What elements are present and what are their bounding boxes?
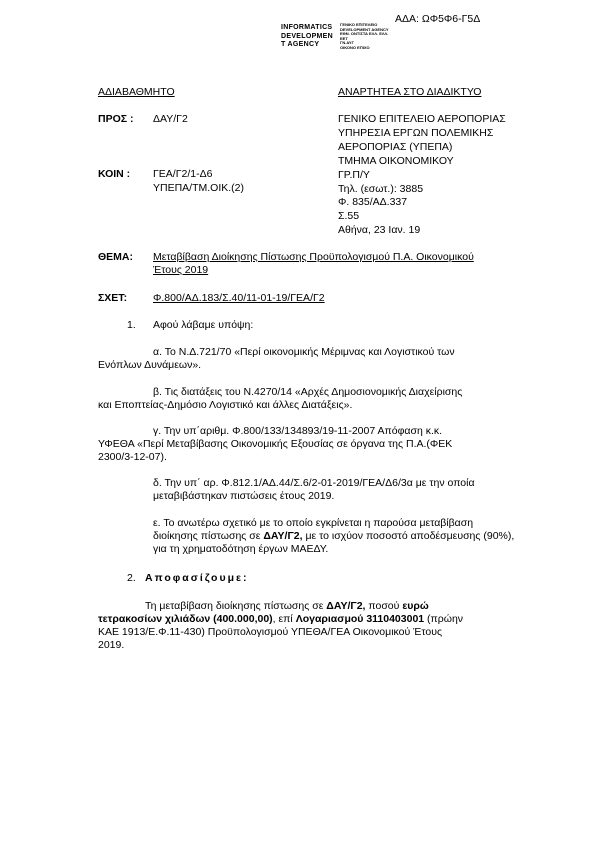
decision-text: (πρώην — [424, 613, 464, 625]
item-a-line-1: α. Το Ν.Δ.721/70 «Περί οικονομικής Μέριμνας και Λογιστικού των — [153, 346, 455, 358]
decision-line-2 — [98, 613, 463, 625]
cc-value-1: ΓΕΑ/Γ2/1-Δ6 — [153, 168, 213, 180]
sender-line: ΤΜΗΜΑ ΟΙΚΟΝΟΜΙΚΟΥ — [338, 154, 454, 167]
decision-unit: ΔΑΥ/Γ2, — [326, 600, 366, 612]
logo-line-1: INFORMATICS — [281, 24, 333, 31]
agency-logo — [281, 24, 333, 50]
section-1-heading: Αφού λάβαμε υπόψη: — [153, 319, 254, 331]
logo-line-2: DEVELOPMEN — [281, 32, 334, 40]
sender-line: Φ. 835/ΑΔ.337 — [338, 196, 408, 209]
cc-value-2: ΥΠΕΠΑ/ΤΜ.ΟΙΚ.(2) — [153, 182, 245, 194]
item-c-line-1: γ. Την υπ΄αριθμ. Φ.800/133/134893/19-11-2007 Απόφαση κ.κ. — [153, 425, 443, 437]
logo-line-3: T AGENCY — [281, 41, 320, 48]
logo-small-line: ΕΘΝ. ΟΝΤΙΣΤΑ ΕΛΛ. ΕΛΛ. — [340, 31, 389, 37]
item-e-line-2 — [153, 530, 514, 542]
sender-line: Αθήνα, 23 Ιαν. 19 — [338, 224, 421, 237]
item-e-line-1: ε. Το ανωτέρω σχετικό με το οποίο εγκρίνεται η παρούσα μεταβίβαση — [153, 517, 474, 529]
sender-line: ΥΠΗΡΕΣΙΑ ΕΡΓΩΝ ΠΟΛΕΜΙΚΗΣ — [338, 126, 494, 139]
logo-small-line: ΕΕΤ — [340, 35, 348, 41]
subject-line-2: Έτους 2019 — [153, 264, 209, 276]
sender-line: ΓΕΝΙΚΟ ΕΠΙΤΕΛΕΙΟ ΑΕΡΟΠΟΡΙΑΣ — [338, 113, 506, 125]
logo-small-text — [340, 23, 389, 51]
reference-label: ΣΧΕΤ: — [98, 292, 128, 304]
sender-line: ΓΡ.Π/Υ — [338, 168, 370, 181]
item-d-line-1: δ. Την υπ΄ αρ. Φ.812.1/ΑΔ.44/Σ.6/2-01-2019/ΓΕΑ/Δ6/3α με την οποία — [153, 477, 475, 489]
decision-currency: ευρώ — [402, 600, 429, 612]
logo-small-line: ΟΙΚΟΝΟ ΕΠΙΧΟ — [340, 44, 370, 50]
subject-line-1: Μεταβίβαση Διοίκησης Πίστωσης Προϋπολογισμού Π.Α. Οικονομικού — [153, 251, 474, 263]
decision-amount: τετρακοσίων χιλιάδων (400.000,00) — [98, 613, 273, 625]
section-2-number: 2. — [127, 572, 136, 584]
item-d-line-2: μεταβιβάστηκαν πιστώσεις έτους 2019. — [153, 490, 335, 502]
subject-label: ΘΕΜΑ: — [98, 251, 133, 263]
item-c-line-2: ΥΦΕΘΑ «Περί Μεταβίβασης Οικονομικής Εξουσίας σε όργανα της Π.Α.(ΦΕΚ — [98, 438, 453, 450]
decision-line-1 — [145, 600, 429, 612]
to-value: ΔΑΥ/Γ2 — [153, 113, 188, 125]
ada-code: ΑΔΑ: ΩΦ5Φ6-Γ5Δ — [395, 13, 481, 25]
item-b-line-2: και Εποπτείας-Δημόσιο Λογιστικό και άλλες Διατάξεις». — [98, 399, 353, 411]
decision-text: Τη μεταβίβαση διοίκησης πίστωσης σε — [145, 600, 327, 612]
logo-small-line: ΓΝ.ΑΥΓ — [340, 40, 355, 46]
decision-text: ποσού — [365, 600, 403, 612]
decision-text: , επί — [272, 613, 296, 625]
item-e-text: με το ισχύον ποσοστό αποδέσμευσης (90%), — [302, 530, 515, 542]
sender-block — [338, 113, 506, 238]
posting-note: ΑΝΑΡΤΗΤΕΑ ΣΤΟ ΔΙΑΔΙΚΤΥΟ — [338, 86, 482, 98]
sender-line: Σ.55 — [338, 210, 360, 223]
item-c-line-3: 2300/3-12-07). — [98, 451, 167, 463]
item-a-line-2: Ενόπλων Δυνάμεων». — [98, 359, 202, 371]
to-label: ΠΡΟΣ : — [98, 113, 134, 125]
classification: ΑΔΙΑΒΑΘΜΗΤΟ — [98, 86, 175, 98]
sender-line: Τηλ. (εσωτ.): 3885 — [338, 182, 424, 195]
section-1-number: 1. — [127, 319, 136, 331]
item-e-bold-unit: ΔΑΥ/Γ2, — [263, 530, 303, 542]
reference-value: Φ.800/ΑΔ.183/Σ.40/11-01-19/ΓΕΑ/Γ2 — [153, 292, 325, 304]
decision-line-3: ΚΑΕ 1913/Ε.Φ.11-430) Προϋπολογισμού ΥΠΕΘΑ/ΓΕΑ Οικονομικού Έτους — [98, 626, 443, 638]
item-b-line-1: β. Τις διατάξεις του Ν.4270/14 «Αρχές Δημοσιονομικής Διαχείρισης — [153, 386, 463, 398]
decision-account: Λογαριασμού 3110403001 — [295, 613, 425, 625]
sender-line: ΑΕΡΟΠΟΡΙΑΣ (ΥΠΕΠΑ) — [338, 140, 453, 153]
item-e-line-3: για τη χρηματοδότηση έργων ΜΑΕΔΥ. — [153, 543, 329, 555]
decision-line-4: 2019. — [98, 639, 125, 651]
section-2-heading: Αποφασίζουμε: — [145, 572, 249, 584]
logo-small-line: DEVELOPMENT AGENCY — [340, 26, 389, 32]
logo-small-line: ΓΕΝΙΚΟ ΕΠΙΤΕΛΕΙΟ — [340, 22, 378, 27]
cc-label: ΚΟΙΝ : — [98, 168, 131, 180]
item-e-text: διοίκησης πίστωσης σε — [153, 530, 264, 542]
